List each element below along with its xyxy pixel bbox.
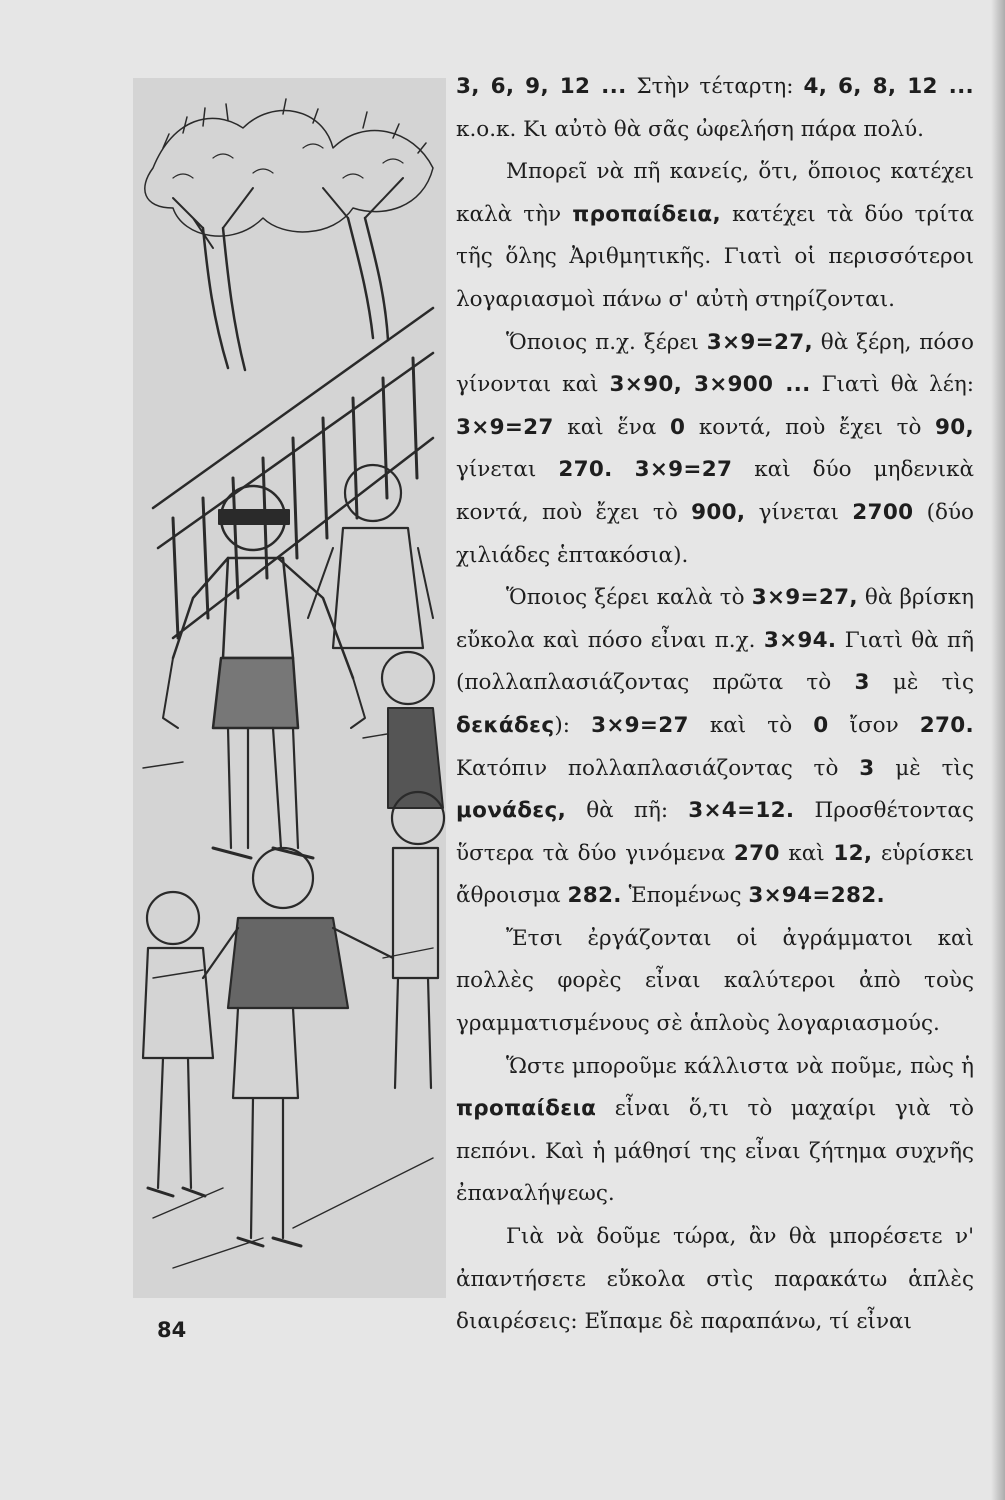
text-run: κοντά, ποὺ ἔχει τὸ	[685, 414, 936, 440]
text-run: μὲ τὶς	[869, 670, 974, 696]
paragraph-6	[456, 1046, 974, 1216]
bold-text: 3×9=27	[634, 457, 733, 483]
page-edge-shadow	[991, 0, 1005, 1500]
text-run: Ὅποιος π.χ. ξέρει	[506, 329, 707, 355]
text-run: Κατόπιν πολλαπλασιάζοντας τὸ	[456, 755, 860, 781]
text-run: ἴσον	[828, 712, 920, 738]
text-run	[613, 457, 635, 482]
text-run: Μπορεῖ νὰ πῆ κανείς, ὅτι, ὅποιος κατέχει καλὰ τὴν	[456, 159, 974, 227]
bold-text: 270	[733, 840, 780, 866]
bold-text: 3×9=27,	[751, 585, 858, 611]
text-run: γίνεται	[745, 499, 853, 525]
bold-text: 3, 6, 9, 12 ...	[456, 74, 627, 99]
bold-text: 2700	[852, 499, 914, 525]
paragraph-3	[456, 322, 974, 578]
paragraph-7	[456, 1216, 974, 1344]
bold-text: 282.	[567, 883, 622, 909]
text-run: (δύο χιλιάδες ἑπτακόσια).	[456, 499, 975, 568]
text-run: κ.ο.κ. Κι αὐτὸ θὰ σᾶς ὠφελήση πάρα πολύ.	[456, 116, 924, 142]
text-run: Ὥστε μποροῦμε κάλλιστα νὰ ποῦμε, πὼς ἡ	[506, 1053, 974, 1079]
bold-text: 3	[854, 670, 870, 696]
text-run: καὶ τὸ	[688, 712, 814, 738]
text-run: θὰ πῆ:	[566, 798, 689, 824]
bold-text: δεκάδες	[456, 712, 555, 738]
text-run: Ἔτσι ἐργάζονται οἱ ἀγράμματοι καὶ πολλὲς φορὲς εἶναι καλύτεροι ἀπὸ τοὺς γραμματισμένους σὲ ἁπλοὺς λογαριασμούς.	[456, 925, 974, 1037]
text-run: καὶ ἕνα	[553, 414, 670, 440]
bold-text: 3×94=282.	[748, 883, 885, 909]
bold-text: προπαίδεια,	[572, 201, 721, 227]
bold-text: 3×9=27	[456, 414, 554, 440]
bold-text: 0	[813, 712, 829, 738]
text-run: Ἑπομένως	[621, 883, 749, 909]
page-number: 84	[157, 1318, 187, 1342]
text-run: Ὅποιος ξέρει καλὰ τὸ	[506, 585, 752, 611]
bold-text: 3×9=27	[591, 712, 689, 738]
text-run: Γιατὶ θὰ πῆ (πολλαπλασιάζοντας πρῶτα τὸ	[456, 627, 975, 696]
illustration-children-playing	[133, 78, 446, 1298]
bold-text: 90,	[935, 414, 975, 440]
paragraph-4	[456, 577, 974, 918]
text-run: θὰ ξέρη, πόσο γίνονται καὶ	[456, 329, 974, 398]
paragraph-2	[456, 151, 974, 321]
text-run: Στὴν τέταρτη:	[626, 74, 804, 99]
bold-text: 3	[859, 755, 875, 781]
paragraph-5	[456, 918, 974, 1046]
text-run: κατέχει τὰ δύο τρίτα τῆς ὅλης Ἀριθμητικῆς. Γιατὶ οἱ περισσότεροι λογαριασμοὶ πάνω σ' αὐτὴ στηρίζονται.	[456, 201, 974, 312]
bold-text: μονάδες,	[456, 798, 567, 824]
paragraph-1	[456, 66, 974, 151]
bold-text: προπαίδεια	[456, 1096, 597, 1122]
bold-text: 3×90, 3×900 ...	[609, 372, 811, 398]
bold-text: 270.	[919, 712, 975, 738]
text-run: καὶ	[779, 840, 834, 866]
text-run: καὶ δύο μηδενικὰ κοντά, ποὺ ἔχει τὸ	[456, 457, 974, 525]
text-run: εὑρίσκει ἄθροισμα	[456, 840, 975, 909]
bold-text: 12,	[833, 840, 873, 866]
bold-text: 4, 6, 8, 12 ...	[803, 74, 975, 99]
text-run: Γιὰ νὰ δοῦμε τώρα, ἂν θὰ μπορέσετε ν' ἀπαντήσετε εὔκολα στὶς παρακάτω ἁπλὲς διαιρέσεις: Εἴπαμε δὲ παραπάνω, τί εἶναι	[456, 1224, 974, 1335]
text-run: θὰ βρίσκη εὔκολα καὶ πόσο εἶναι π.χ.	[456, 585, 974, 653]
text-run: εἶναι ὅ,τι τὸ μαχαίρι γιὰ τὸ πεπόνι. Καὶ ἡ μάθησί της εἶναι ζήτημα συχνῆς ἐπαναλήψεως.	[456, 1096, 974, 1207]
text-run: Προσθέτοντας ὕστερα τὰ δύο γινόμενα	[456, 798, 974, 866]
bold-text: 3×9=27,	[706, 329, 813, 355]
bold-text: 3×94.	[763, 627, 837, 653]
bold-text: 270.	[558, 457, 613, 483]
text-run: μὲ τὶς	[874, 755, 974, 781]
bold-text: 3×4=12.	[688, 798, 795, 824]
text-run: Γιατὶ θὰ λέη:	[810, 372, 975, 398]
illustration-drawing	[133, 78, 446, 1298]
text-run: ):	[554, 712, 592, 738]
text-run: γίνεται	[456, 457, 559, 483]
bold-text: 0	[669, 414, 686, 440]
text-column	[456, 66, 974, 1344]
bold-text: 900,	[691, 499, 746, 525]
